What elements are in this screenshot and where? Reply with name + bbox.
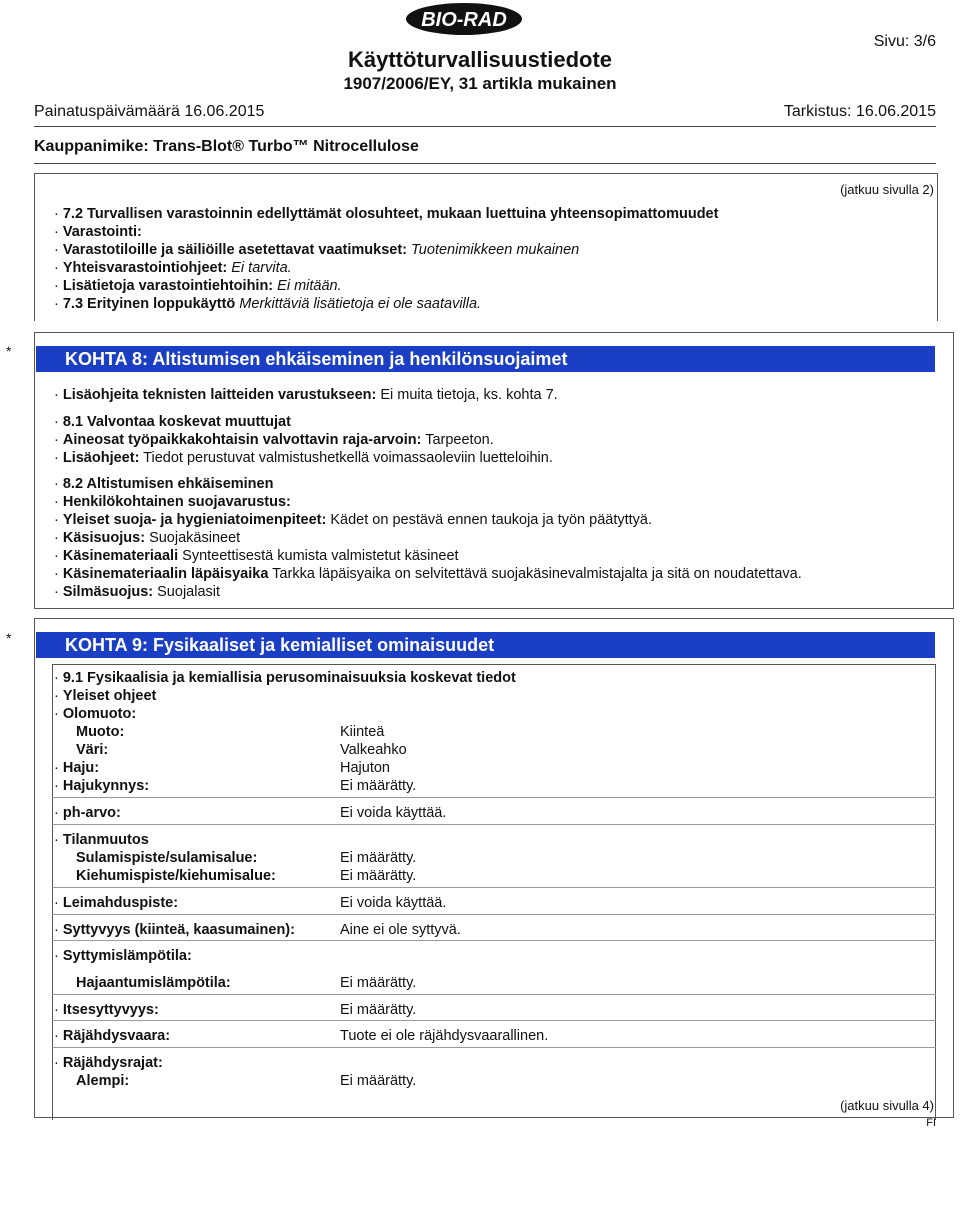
property-label: Hajaantumislämpötila: xyxy=(76,975,231,991)
property-row xyxy=(76,724,124,741)
property-value: Ei määrätty. xyxy=(340,975,417,991)
property-row xyxy=(76,742,108,759)
info-line: · Käsisuojus: Suojakäsineet xyxy=(54,530,241,546)
row-separator xyxy=(52,940,936,941)
continued-to-label: (jatkuu sivulla 4) xyxy=(840,1098,934,1113)
property-value: Ei määrätty. xyxy=(340,778,417,794)
property-value: Ei määrätty. xyxy=(340,850,417,866)
info-line-value: Suojakäsineet xyxy=(145,530,241,546)
property-label: Haju: xyxy=(62,760,100,776)
property-value: Ei voida käyttää. xyxy=(340,805,447,821)
info-line: · 8.2 Altistumisen ehkäiseminen xyxy=(54,476,274,492)
property-label: Tilanmuutos xyxy=(62,832,149,848)
info-line-value: Kädet on pestävä ennen taukoja ja työn päätyttyä. xyxy=(326,512,653,528)
info-line-label: 8.2 Altistumisen ehkäiseminen xyxy=(62,476,274,492)
info-line-value: Ei muita tietoja, ks. kohta 7. xyxy=(376,387,558,403)
property-row: · 9.1 Fysikaalisia ja kemiallisia perusominaisuuksia koskevat tiedot xyxy=(54,670,516,686)
info-line-label: Silmäsuojus: xyxy=(62,584,154,600)
property-value: Hajuton xyxy=(340,760,390,776)
property-row: · Itsesyttyvyys: xyxy=(54,1002,159,1018)
property-label: Muoto: xyxy=(76,724,125,740)
info-line-value: Tuotenimikkeen mukainen xyxy=(407,242,580,258)
info-line: · Lisäohjeita teknisten laitteiden varustukseen: Ei muita tietoja, ks. kohta 7. xyxy=(54,387,558,403)
property-value: Ei määrätty. xyxy=(340,1002,417,1018)
page-number: Sivu: 3/6 xyxy=(873,33,936,50)
info-line: · Lisäohjeet: Tiedot perustuvat valmistushetkellä voimassaoleviin luetteloihin. xyxy=(54,450,553,466)
row-separator xyxy=(52,914,936,915)
info-line: · Varastotiloille ja säiliöille asetettavat vaatimukset: Tuotenimikkeen mukainen xyxy=(54,242,580,258)
info-line: · Varastointi: xyxy=(54,224,142,240)
property-label: Räjähdysrajat: xyxy=(62,1055,163,1071)
property-value: Kiinteä xyxy=(340,724,385,740)
info-line: · Silmäsuojus: Suojalasit xyxy=(54,584,221,600)
info-line-label: Käsisuojus: xyxy=(62,530,146,546)
info-line: · Yhteisvarastointiohjeet: Ei tarvita. xyxy=(54,260,292,276)
info-line-label: 7.3 Erityinen loppukäyttö xyxy=(62,296,236,312)
row-separator xyxy=(52,887,936,888)
row-separator xyxy=(52,797,936,798)
info-line-value: Synteettisestä kumista valmistetut käsineet xyxy=(178,548,459,564)
info-line-label: Aineosat työpaikkakohtaisin valvottavin raja-arvoin: xyxy=(62,432,422,448)
print-date: Painatuspäivämäärä 16.06.2015 xyxy=(34,103,265,120)
info-line-value: Ei mitään. xyxy=(273,278,342,294)
property-row: · Leimahduspiste: xyxy=(54,895,179,911)
property-value: Ei määrätty. xyxy=(340,1073,417,1089)
property-label: Sulamispiste/sulamisalue: xyxy=(76,850,258,866)
property-row xyxy=(76,868,276,885)
info-line: · 8.1 Valvontaa koskevat muuttujat xyxy=(54,414,291,430)
logo-text: BIO-RAD xyxy=(421,9,507,31)
property-row: · Räjähdysvaara: xyxy=(54,1028,171,1044)
row-separator xyxy=(52,994,936,995)
property-row: · Yleiset ohjeet xyxy=(54,688,157,704)
info-line: · Käsinemateriaalin läpäisyaika Tarkka läpäisyaika on selvitettävä suojakäsinevalmistajalta ja sitä on noudatettava. xyxy=(54,566,802,582)
property-row: · Syttymislämpötila: xyxy=(54,948,192,964)
property-label: Kiehumispiste/kiehumisalue: xyxy=(76,868,276,884)
info-line-value: Merkittäviä lisätietoja ei ole saatavilla. xyxy=(235,296,482,312)
continued-from-label: (jatkuu sivulla 2) xyxy=(840,182,934,197)
row-separator xyxy=(52,1020,936,1021)
property-row xyxy=(76,1073,129,1090)
info-line-label: Yleiset suoja- ja hygieniatoimenpiteet: xyxy=(62,512,327,528)
document-subtitle: 1907/2006/EY, 31 artikla mukainen xyxy=(343,74,617,93)
language-code: FI xyxy=(926,1117,936,1129)
property-label: Itsesyttyvyys: xyxy=(62,1002,159,1018)
section9-inner-box xyxy=(52,664,936,1120)
info-line-label: Varastointi: xyxy=(62,224,142,240)
info-line: · Käsinemateriaali Synteettisestä kumista valmistetut käsineet xyxy=(54,548,459,564)
revision-date: Tarkistus: 16.06.2015 xyxy=(783,103,936,120)
info-line: · Lisätietoja varastointiehtoihin: Ei mitään. xyxy=(54,278,342,294)
property-row: · Syttyvyys (kiinteä, kaasumainen): xyxy=(54,922,295,938)
section9-changed-marker: * xyxy=(6,630,12,646)
info-line-label: Lisäohjeita teknisten laitteiden varustukseen: xyxy=(62,387,377,403)
info-line: · Aineosat työpaikkakohtaisin valvottavin raja-arvoin: Tarpeeton. xyxy=(54,432,494,448)
document-title: Käyttöturvallisuustiedote xyxy=(347,47,613,72)
section8-title: KOHTA 8: Altistumisen ehkäiseminen ja henkilönsuojaimet xyxy=(36,346,935,372)
property-label: Väri: xyxy=(76,742,109,758)
info-line-label: Lisäohjeet: xyxy=(62,450,140,466)
info-line-label: 7.2 Turvallisen varastoinnin edellyttämät olosuhteet, mukaan luettuina yhteensopimattomuudet xyxy=(62,206,719,222)
property-label: 9.1 Fysikaalisia ja kemiallisia perusominaisuuksia koskevat tiedot xyxy=(62,670,516,686)
property-label: Yleiset ohjeet xyxy=(62,688,157,704)
info-line: · Henkilökohtainen suojavarustus: xyxy=(54,494,291,510)
property-row xyxy=(76,975,231,992)
section9-title: KOHTA 9: Fysikaaliset ja kemialliset ominaisuudet xyxy=(36,632,935,658)
property-label: Räjähdysvaara: xyxy=(62,1028,171,1044)
info-line-label: Yhteisvarastointiohjeet: xyxy=(62,260,228,276)
info-line-label: Käsinemateriaali xyxy=(62,548,179,564)
product-name: Kauppanimike: Trans-Blot® Turbo™ Nitrocellulose xyxy=(34,138,419,155)
property-value: Tuote ei ole räjähdysvaarallinen. xyxy=(340,1028,549,1044)
property-value: Aine ei ole syttyvä. xyxy=(340,922,461,938)
info-line: · 7.2 Turvallisen varastoinnin edellyttämät olosuhteet, mukaan luettuina yhteensopimattomuudet xyxy=(54,206,719,222)
row-separator xyxy=(52,824,936,825)
row-separator xyxy=(52,1047,936,1048)
info-line-value: Tiedot perustuvat valmistushetkellä voimassaoleviin luetteloihin. xyxy=(139,450,553,466)
info-line-label: 8.1 Valvontaa koskevat muuttujat xyxy=(62,414,291,430)
info-line-value: Ei tarvita. xyxy=(227,260,292,276)
property-row: · Tilanmuutos xyxy=(54,832,149,848)
info-line-value: Tarkka läpäisyaika on selvitettävä suojakäsinevalmistajalta ja sitä on noudatettava. xyxy=(268,566,802,582)
property-label: Syttymislämpötila: xyxy=(62,948,192,964)
info-line-label: Lisätietoja varastointiehtoihin: xyxy=(62,278,274,294)
property-row xyxy=(76,850,257,867)
property-label: Leimahduspiste: xyxy=(62,895,179,911)
info-line-label: Käsinemateriaalin läpäisyaika xyxy=(62,566,269,582)
product-divider xyxy=(34,163,936,164)
property-value: Ei määrätty. xyxy=(340,868,417,884)
header-divider xyxy=(34,126,936,127)
property-value: Ei voida käyttää. xyxy=(340,895,447,911)
info-line-label: Henkilökohtainen suojavarustus: xyxy=(62,494,291,510)
bio-rad-logo xyxy=(405,2,523,36)
section8-changed-marker: * xyxy=(6,343,12,359)
property-label: ph-arvo: xyxy=(62,805,121,821)
info-line-label: Varastotiloille ja säiliöille asetettavat vaatimukset: xyxy=(62,242,407,258)
info-line-value: Suojalasit xyxy=(153,584,221,600)
info-line: · Yleiset suoja- ja hygieniatoimenpiteet: Kädet on pestävä ennen taukoja ja työn päätyttyä. xyxy=(54,512,653,528)
property-label: Alempi: xyxy=(76,1073,130,1089)
property-row: · ph-arvo: xyxy=(54,805,121,821)
property-row: · Hajukynnys: xyxy=(54,778,150,794)
property-row: · Olomuoto: xyxy=(54,706,137,722)
property-label: Syttyvyys (kiinteä, kaasumainen): xyxy=(62,922,295,938)
property-label: Hajukynnys: xyxy=(62,778,150,794)
property-row: · Räjähdysrajat: xyxy=(54,1055,163,1071)
info-line: · 7.3 Erityinen loppukäyttö Merkittäviä lisätietoja ei ole saatavilla. xyxy=(54,296,482,312)
property-value: Valkeahko xyxy=(340,742,407,758)
property-label: Olomuoto: xyxy=(62,706,137,722)
info-line-value: Tarpeeton. xyxy=(421,432,494,448)
property-row: · Haju: xyxy=(54,760,100,776)
